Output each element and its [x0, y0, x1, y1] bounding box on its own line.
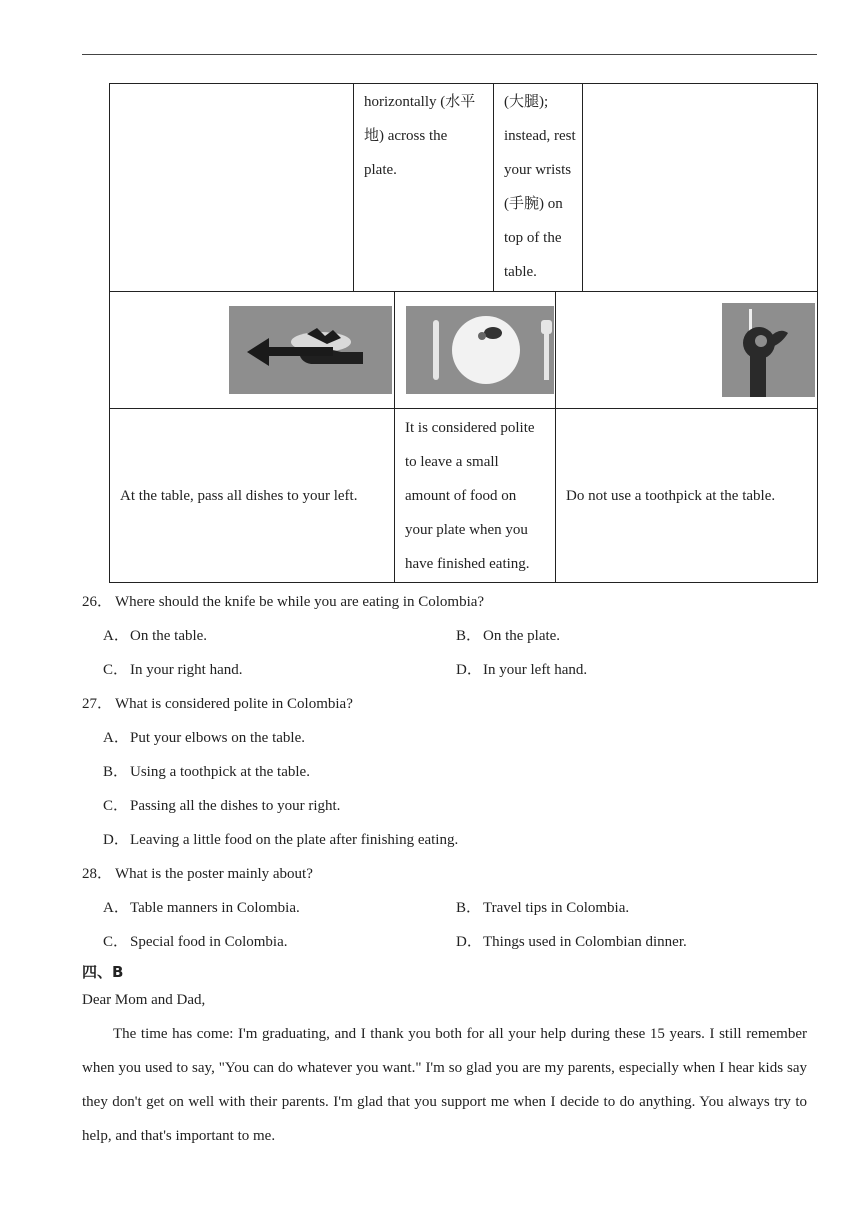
question-text: What is the poster mainly about?	[115, 866, 313, 882]
option-text: In your right hand.	[130, 662, 243, 678]
question-text: Where should the knife be while you are eating in Colombia?	[115, 594, 485, 610]
letter-paragraph: The time has come: I'm graduating, and I thank you both for all your help during these 15 years. I still remember when you used to say, "You can do whatever you want." I'm so glad you are my parents, especially when I hear kids say they don't get on well with their parents. I'm glad that you support me when I decide to do anything. You always try to help, and that's important to me.	[82, 1026, 807, 1144]
option-text: On the table.	[130, 628, 208, 644]
letter-salutation: Dear Mom and Dad,	[82, 992, 206, 1008]
option-letter: A．	[103, 730, 129, 746]
option-text: Passing all the dishes to your right.	[130, 798, 341, 814]
question-number: 28．	[82, 866, 113, 882]
option-letter: B．	[103, 764, 129, 780]
option-text: Things used in Colombian dinner.	[483, 934, 687, 950]
row3-col1-text: At the table, pass all dishes to your left.	[120, 488, 358, 504]
option-letter: C．	[103, 798, 129, 814]
option-text: Travel tips in Colombia.	[483, 900, 630, 916]
option-letter: D．	[456, 662, 482, 678]
section-heading: 四、B	[82, 963, 124, 981]
question-number: 26．	[82, 594, 113, 610]
option-letter: A．	[103, 900, 129, 916]
plate-with-food-illustration	[406, 306, 554, 394]
option-text: Put your elbows on the table.	[130, 730, 305, 746]
row3-col3-text: Do not use a toothpick at the table.	[566, 488, 776, 504]
option-text: Leaving a little food on the plate after finishing eating.	[130, 832, 459, 848]
option-text: Special food in Colombia.	[130, 934, 288, 950]
pass-dish-left-illustration	[229, 306, 392, 394]
question-text: What is considered polite in Colombia?	[115, 696, 353, 712]
option-letter: B．	[456, 900, 482, 916]
option-letter: D．	[103, 832, 129, 848]
option-text: In your left hand.	[483, 662, 588, 678]
option-letter: C．	[103, 934, 129, 950]
option-letter: B．	[456, 628, 482, 644]
option-text: Table manners in Colombia.	[130, 900, 300, 916]
header-rule	[82, 54, 817, 55]
option-text: Using a toothpick at the table.	[130, 764, 310, 780]
no-toothpick-illustration	[722, 303, 815, 397]
question-number: 27．	[82, 696, 113, 712]
option-letter: A．	[103, 628, 129, 644]
option-letter: C．	[103, 662, 129, 678]
option-letter: D．	[456, 934, 482, 950]
option-text: On the plate.	[483, 628, 561, 644]
